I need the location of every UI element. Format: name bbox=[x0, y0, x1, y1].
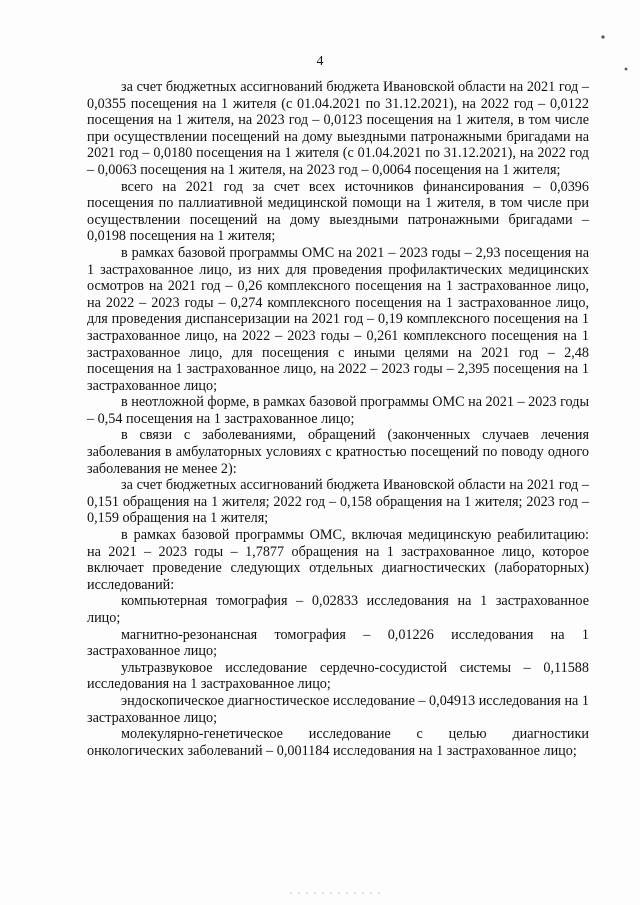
paragraph-endoscopy: эндоскопическое диагностическое исследование – 0,04913 исследования на 1 застрахованное лицо; bbox=[87, 692, 589, 726]
paragraph-urgent-visits: в неотложной форме, в рамках базовой программы ОМС на 2021 – 2023 годы – 0,54 посещения на 1 застрахованное лицо; bbox=[87, 394, 589, 427]
paragraph-total-palliative: всего на 2021 год за счет всех источников финансирования – 0,0396 посещения по паллиативной медицинской помощи на 1 жителя, в том числе при осуществлении посещений на дому выездными патронажными бригадами – 0,0198 посещения на 1 жителя; bbox=[87, 178, 589, 245]
paragraph-budget-visits: за счет бюджетных ассигнований бюджета Ивановской области на 2021 год – 0,0355 посещения на 1 жителя (с 01.04.2021 по 31.12.2021), на 2022 год – 0,0122 посещения на 1 жителя, на 2023 год – 0,0123 посещения на 1 жителя, в том числе при осуществлении посещений на дому выездными патронажными бригадами на 2021 год – 0,0180 посещения на 1 жителя (с 01.04.2021 по 31.12.2021), на 2022 год – 0,0063 посещения на 1 жителя, на 2023 год – 0,0064 посещения на 1 жителя; bbox=[87, 79, 589, 178]
scan-speck-top-right bbox=[601, 35, 604, 38]
paragraph-oms-visits: в рамках базовой программы ОМС на 2021 – 2023 годы – 2,93 посещения на 1 застрахованное лицо, из них для проведения профилактических медицинских осмотров на 2021 год – 0,26 комплексного посещения на 1 застрахованное лицо, на 2022 – 2023 годы – 0,274 комплексного посещения на 1 застрахованное лицо, для проведения диспансеризации на 2021 год – 0,19 комплексного посещения на 1 застрахованное лицо, на 2022 – 2023 годы – 0,261 комплексного посещения на 1 застрахованное лицо, для посещения с иными целями на 2021 год – 2,48 посещения на 1 застрахованное лицо, на 2022 – 2023 годы – 2,395 посещения на 1 застрахованное лицо; bbox=[87, 244, 589, 394]
paragraph-molecular-genetic: молекулярно-генетическое исследование с целью диагностики онкологических заболеваний – 0,001184 исследования на 1 застрахованное лицо; bbox=[87, 726, 589, 759]
paragraph-mri: магнитно-резонансная томография – 0,01226 исследования на 1 застрахованное лицо; bbox=[87, 626, 589, 660]
paragraph-ultrasound: ультразвуковое исследование сердечно-сосудистой системы – 0,11588 исследования на 1 застрахованное лицо; bbox=[87, 659, 589, 693]
paragraph-ct: компьютерная томография – 0,02833 исследования на 1 застрахованное лицо; bbox=[87, 593, 589, 626]
paragraph-oms-rehabilitation: в рамках базовой программы ОМС, включая медицинскую реабилитацию: на 2021 – 2023 годы – 1,7877 обращения на 1 застрахованное лицо, которое включает проведение следующих отдельных диагностических (лабораторных) исследований: bbox=[87, 527, 589, 593]
paragraph-budget-appeals: за счет бюджетных ассигнований бюджета Ивановской области на 2021 год – 0,151 обращения на 1 жителя; 2022 год – 0,158 обращения на 1 жителя; 2023 год – 0,159 обращения на 1 жителя; bbox=[87, 477, 589, 527]
document-body bbox=[87, 79, 589, 759]
page-number: 4 bbox=[316, 54, 324, 69]
paragraph-disease-appeals: в связи с заболеваниями, обращений (законченных случаев лечения заболевания в амбулаторных условиях с кратностью посещений по поводу одного заболевания не менее 2): bbox=[87, 427, 589, 477]
